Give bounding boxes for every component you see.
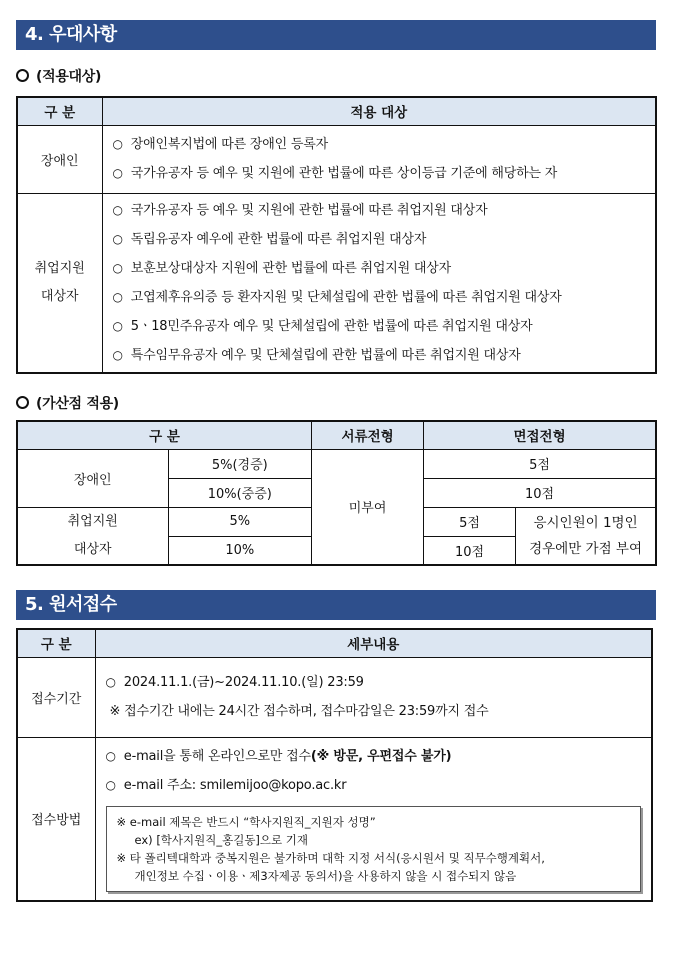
value-severe: 10%(중증) [168, 478, 312, 507]
row-label-support: 취업지원 대상자 [17, 193, 102, 373]
list-item: ○ 국가유공자 등 예우 및 지원에 관한 법률에 따른 상이등급 기준에 해당하는 자 [103, 159, 656, 188]
label-support: 취업지원 대상자 [17, 507, 168, 565]
circle-bullet-icon: ○ [112, 289, 123, 304]
subtitle-target [16, 66, 101, 86]
subtitle-bonus [16, 393, 119, 413]
period-cell [95, 657, 652, 737]
circle-bullet-icon [16, 69, 29, 82]
note-line: ※ e-mail 제목은 반드시 “학사지원직_지원자 성명” [116, 814, 376, 829]
method-note-box [106, 806, 642, 892]
circle-bullet-icon: ○ [112, 260, 123, 275]
header-category: 구 분 [17, 97, 102, 125]
section-4-header [16, 20, 656, 50]
period-note: ※ 접수기간 내에는 24시간 접수하며, 접수마감일은 23:59까지 접수 [109, 704, 489, 719]
circle-bullet-icon: ○ [105, 675, 116, 689]
value-support-5: 5% [168, 507, 312, 536]
list-item: ○ 국가유공자 등 예우 및 지원에 관한 법률에 따른 취업지원 대상자 [103, 196, 656, 225]
table-row [17, 193, 656, 373]
list-item: ○ 고엽제후유의증 등 환자지원 및 단체설립에 관한 법률에 따른 취업지원 대상자 [103, 283, 656, 312]
support-note: 응시인원이 1명인 경우에만 가점 부여 [516, 507, 656, 565]
subtitle-target-text: (적용대상) [36, 69, 102, 85]
value-support-10-points: 10점 [424, 536, 516, 565]
value-support-10: 10% [168, 536, 312, 565]
header-target: 적용 대상 [102, 97, 656, 125]
circle-bullet-icon: ○ [112, 318, 123, 333]
subtitle-bonus-text: (가산점 적용) [36, 396, 119, 412]
section-5-title: 5. 원서접수 [25, 594, 117, 615]
list-item: ○ 보훈보상대상자 지원에 관한 법률에 따른 취업지원 대상자 [103, 254, 656, 283]
table-row [17, 125, 656, 193]
list-item: ○ 독립유공자 예우에 관한 법률에 따른 취업지원 대상자 [103, 225, 656, 254]
circle-bullet-icon: ○ [112, 137, 123, 151]
row-label-disabled: 장애인 [17, 125, 102, 193]
note-line: ex) [학사지원직_홍길동]으로 기재 [134, 832, 309, 847]
method-line-2: ○ e-mail 주소: smilemijoo@kopo.ac.kr [96, 771, 652, 800]
section-4-title: 4. 우대사항 [25, 24, 117, 45]
table-row [17, 449, 656, 478]
method-cell [95, 737, 652, 901]
table-row [17, 657, 652, 737]
eligibility-table [16, 96, 657, 374]
method-line-1: ○ e-mail을 통해 온라인으로만 접수(※ 방문, 우편접수 불가) [96, 742, 652, 771]
header-category: 구 분 [17, 629, 95, 657]
list-item: ○ 장애인복지법에 따른 장애인 등록자 [103, 130, 656, 159]
bonus-table [16, 420, 657, 566]
application-table [16, 628, 653, 902]
header-document: 서류전형 [312, 421, 424, 449]
list-item: ○ 5ㆍ18민주유공자 예우 및 단체설립에 관한 법률에 따른 취업지원 대상자 [103, 312, 656, 341]
header-details: 세부내용 [95, 629, 652, 657]
value-severe-points: 10점 [424, 478, 656, 507]
label-disabled: 장애인 [17, 449, 168, 507]
method-restriction: (※ 방문, 우편접수 불가) [310, 748, 452, 764]
section-5-header [16, 590, 656, 620]
period-value: ○ 2024.11.1.(금)~2024.11.10.(일) 23:59 [96, 668, 652, 697]
note-line: 개인정보 수집ㆍ이용ㆍ제3자제공 동의서)을 사용하지 않을 시 접수되지 않음 [134, 868, 517, 883]
value-support-5-points: 5점 [424, 507, 516, 536]
label-method: 접수방법 [17, 737, 95, 901]
value-mild: 5%(경증) [168, 449, 312, 478]
header-category: 구 분 [17, 421, 312, 449]
label-period: 접수기간 [17, 657, 95, 737]
circle-bullet-icon: ○ [112, 231, 123, 246]
circle-bullet-icon: ○ [112, 202, 123, 217]
circle-bullet-icon: ○ [105, 748, 116, 763]
circle-bullet-icon [16, 396, 29, 409]
row-items [102, 193, 656, 373]
header-interview: 면접전형 [424, 421, 656, 449]
circle-bullet-icon: ○ [112, 347, 123, 362]
list-item: ○ 특수임무유공자 예우 및 단체설립에 관한 법률에 따른 취업지원 대상자 [103, 341, 656, 370]
value-mild-points: 5점 [424, 449, 656, 478]
row-items [102, 125, 656, 193]
circle-bullet-icon: ○ [105, 777, 116, 792]
value-doc: 미부여 [312, 449, 424, 565]
circle-bullet-icon: ○ [112, 166, 123, 180]
table-row [17, 737, 652, 901]
note-line: ※ 타 폴리텍대학과 중복지원은 불가하며 대학 지정 서식(응시원서 및 직무수행계획서, [116, 850, 545, 865]
